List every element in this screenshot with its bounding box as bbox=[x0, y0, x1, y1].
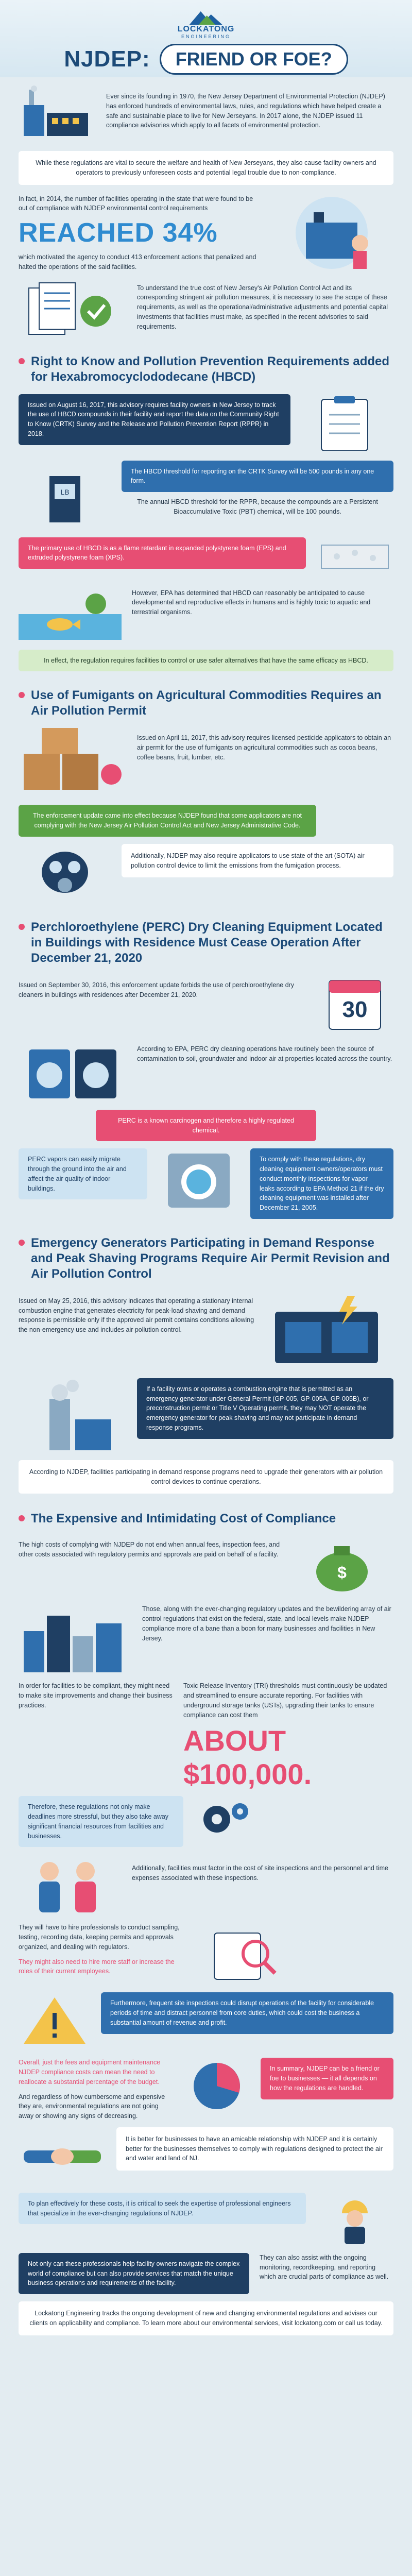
foam-icon bbox=[316, 537, 393, 576]
section-cost bbox=[0, 1511, 412, 2335]
section-hbcd bbox=[0, 354, 412, 672]
header bbox=[0, 0, 412, 77]
perc-paragraph-2: According to EPA, PERC dry cleaning operations have routinely been the source of contamination to soil, groundwater and indoor air at properties located across the country. bbox=[137, 1045, 392, 1062]
intro-paragraph-1: Ever since its founding in 1970, the New Jersey Department of Environmental Protection (NJDEP) has enforced hundreds of environmental laws, rules, and regulations which have helped create a safe and sustainable place to live for New Jerseyans. In 2017 alone, the NJDEP issued 11 compliance advisories which apply to all facets of environmental protection. bbox=[106, 93, 385, 129]
smoke-stack-icon bbox=[19, 1378, 127, 1453]
section-generators bbox=[0, 1235, 412, 1494]
cost-paragraph-16: They can also assist with the ongoing monitoring, recordkeeping, and reporting which are crucial parts of compliance as well. bbox=[260, 2253, 389, 2281]
city-icon bbox=[19, 1600, 132, 1675]
cost-paragraph-9: Furthermore, frequent site inspections could disrupt operations of the facility for considerable periods of time and distract personnel from core duties, which could cost the business a substantial amount of revenue and profit. bbox=[101, 1992, 393, 2033]
cost-paragraph-13: It is better for businesses to have an amicable relationship with NJDEP and it is certainly better for the businesses themselves to comply with regulations designed to protect the air and water and land of NJ. bbox=[116, 2127, 393, 2171]
cost-paragraph-12: In summary, NJDEP can be a friend or foe to businesses — it all depends on how the regulations are handled. bbox=[261, 2058, 393, 2099]
cost-paragraph-15: Not only can these professionals help facility owners navigate the complex world of compliance but can also provide services that match the unique business operations and requirements of the facility. bbox=[19, 2253, 249, 2294]
title-row bbox=[0, 44, 412, 75]
hbcd-paragraph-1: Issued on August 16, 2017, this advisory requires facility owners in New Jersey to track the use of HBCD compounds in their facility and report the data on the Community Right to Know (CRTK) Survey and the Release and Pollution Prevention Report (RPPR) in 2018. bbox=[19, 394, 290, 445]
section-heading-cost: The Expensive and Intimidating Cost of Compliance bbox=[31, 1512, 336, 1526]
title-pill: FRIEND OR FOE? bbox=[160, 44, 348, 75]
engineer-icon bbox=[316, 2193, 393, 2247]
intro-paragraph-5: To understand the true cost of New Jersey's Air Pollution Control Act and its corresponding stringent air pollution measures, it is necessary to see the scope of these requirements, as well as the operational/administrative adjustments and potential capital investments that facilities must make, as specified in the recent advisories to said requirements. bbox=[137, 284, 388, 330]
fish-icon bbox=[19, 583, 122, 642]
cost-paragraph-2: Those, along with the ever-changing regulatory updates and the bewildering array of air control regulations that exist on the federal, state, and local levels make NJDEP compliance more of a bane than a boon for many businesses and facilities in New Jersey. bbox=[142, 1605, 391, 1642]
section-heading-perc: Perchloroethylene (PERC) Dry Cleaning Equipment Located in Buildings with Residence Must Cease Operation After December 21, 2020 bbox=[31, 920, 383, 965]
cost-paragraph-10: Overall, just the fees and equipment maintenance NJDEP compliance costs can mean the need to reallocate a substantial percentage of the budget. bbox=[19, 2059, 161, 2086]
money-bag-icon bbox=[290, 1536, 393, 1595]
cost-amount: ABOUT $100,000. bbox=[183, 1724, 312, 1791]
perc-paragraph-1: Issued on September 30, 2016, this enforcement update forbids the use of perchloroethylene dry cleaners in buildings with residences after December 21, 2020. bbox=[19, 981, 295, 998]
hbcd-paragraph-4: The primary use of HBCD is as a flame retardant in expanded polystyrene foam (EPS) and extruded polystyrene foam (XPS). bbox=[19, 537, 306, 569]
svg-text:LB: LB bbox=[60, 487, 70, 496]
stat-reached-34: REACHED 34% bbox=[19, 218, 218, 248]
generator-icon bbox=[265, 1291, 393, 1371]
cost-paragraph-1: The high costs of complying with NJDEP do not end when annual fees, inspection fees, and other costs associated with regulatory permits and approvals are paid on behalf of a facility. bbox=[19, 1541, 280, 1558]
heading-bullet bbox=[19, 1240, 25, 1246]
gas-mask-icon bbox=[19, 844, 111, 903]
cost-paragraph-8: They might also need to hire more staff or increase the roles of their current employees. bbox=[19, 1958, 175, 1975]
budget-chart-icon bbox=[183, 2058, 250, 2117]
logo-mountain-icon bbox=[190, 9, 222, 25]
generators-paragraph-1: Issued on May 25, 2016, this advisory indicates that operating a stationary internal combustion engine that generates electricity for peak-load shaving and demand response is permissible only if the approved air permit contains conditions allowing the non-emergency use and includes air pollution control. bbox=[19, 1297, 254, 1333]
hbcd-paragraph-5: However, EPA has determined that HBCD can reasonably be anticipated to cause developmental and reproductive effects in humans and is highly toxic to aquatic and terrestrial organisms. bbox=[132, 589, 371, 616]
intro-paragraph-3: In fact, in 2014, the number of facilities operating in the state that were found to be out of compliance with NJDEP environmental control requirements bbox=[19, 195, 253, 212]
logo bbox=[178, 9, 235, 39]
intro-paragraph-4: which motivated the agency to conduct 413 enforcement actions that penalized and halted the operations of the said facilities. bbox=[19, 253, 256, 270]
perc-paragraph-4: PERC vapors can easily migrate through the ground into the air and affect the air quality of indoor buildings. bbox=[19, 1148, 147, 1199]
factory-icon bbox=[19, 84, 96, 144]
section-heading-fumigants: Use of Fumigants on Agricultural Commodities Requires an Air Pollution Permit bbox=[31, 688, 382, 718]
documents-icon bbox=[19, 280, 127, 340]
handshake-icon bbox=[19, 2127, 106, 2187]
fumigants-paragraph-3: Additionally, NJDEP may also require applicators to use state of the art (SOTA) air pollution control device to limit the emissions from the fumigation process. bbox=[122, 844, 393, 878]
heading-bullet bbox=[19, 924, 25, 930]
calendar-icon bbox=[316, 975, 393, 1032]
cost-paragraph-4: Toxic Release Inventory (TRI) thresholds must continuously be updated and streamlined to ensure accurate reporting. For facilities with underground storage tanks (USTs), upgrading their tanks to ensure compliance can cost them bbox=[183, 1682, 387, 1719]
section-fumigants bbox=[0, 688, 412, 903]
crates-icon bbox=[19, 728, 127, 798]
heading-bullet bbox=[19, 1515, 25, 1521]
perc-paragraph-5: To comply with these regulations, dry cleaning equipment owners/operators must conduct monthly inspections for vapor leaks according to EPA Method 21 if the dry cleaning equipment was installed after December 21, 2005. bbox=[250, 1148, 393, 1219]
cost-paragraph-6: Additionally, facilities must factor in the cost of site inspections and the personnel and time expenses associated with these inspections. bbox=[132, 1865, 388, 1882]
people-icon bbox=[19, 1853, 122, 1918]
generators-paragraph-3: According to NJDEP, facilities participating in demand response programs need to upgrade their generators with air pollution control devices to continue operations. bbox=[19, 1460, 393, 1494]
intro-paragraph-2: While these regulations are vital to secure the welfare and health of New Jerseyans, they also cause facility owners and operators to previously unforeseen costs and potential legal trouble due to non-compliance. bbox=[19, 151, 393, 185]
cost-paragraph-3: In order for facilities to be compliant, they might need to make site improvements and change their business practices. bbox=[19, 1682, 173, 1709]
cost-paragraph-14: To plan effectively for these costs, it is critical to seek the expertise of professional engineers that specialize in the ever-changing regulations of NJDEP. bbox=[19, 2193, 306, 2225]
page-title: NJDEP: bbox=[64, 46, 150, 72]
logo-name: LOCKATONG bbox=[177, 25, 235, 33]
logo-sub: ENGINEERING bbox=[181, 34, 231, 39]
cost-paragraph-17: Lockatong Engineering tracks the ongoing development of new and changing environmental regulations and advises our clients on applicability and compliance. To learn more about our environmental services, visit lockatong.com or call us today. bbox=[19, 2301, 393, 2335]
section-heading-generators: Emergency Generators Participating in Demand Response and Peak Shaving Programs Require Air Permit Revision and Air Pollution Control bbox=[31, 1235, 390, 1281]
perc-paragraph-3: PERC is a known carcinogen and therefore a highly regulated chemical. bbox=[96, 1110, 316, 1142]
gears-icon bbox=[194, 1796, 255, 1845]
fumigants-paragraph-1: Issued on April 11, 2017, this advisory requires licensed pesticide applicators to obtain an air permit for the use of fumigants on agricultural commodities such as cocoa beans, coffee beans, fruit, lumber, etc. bbox=[137, 734, 391, 761]
scale-icon bbox=[19, 461, 111, 530]
section-heading-hbcd: Right to Know and Pollution Prevention Requirements added for Hexabromocyclododecane (HBCD) bbox=[31, 354, 390, 384]
cost-paragraph-5: Therefore, these regulations not only make deadlines more stressful, but they also take away significant financial resources from facilities and businesses. bbox=[19, 1796, 183, 1847]
intro-section bbox=[0, 77, 412, 340]
hbcd-paragraph-2: The HBCD threshold for reporting on the CRTK Survey will be 500 pounds in any one form. bbox=[122, 461, 393, 493]
clipboard-icon bbox=[301, 394, 393, 453]
laundry-icon bbox=[19, 1039, 127, 1104]
heading-bullet bbox=[19, 358, 25, 364]
warning-icon bbox=[19, 1992, 91, 2052]
section-perc bbox=[0, 920, 412, 1219]
cost-paragraph-7: They will have to hire professionals to conduct sampling, testing, recording data, keeping permits and approvals organized, and dealing with regulators. bbox=[19, 1924, 180, 1951]
svg-text:$: $ bbox=[337, 1563, 347, 1582]
heading-bullet bbox=[19, 692, 25, 698]
hbcd-paragraph-6: In effect, the regulation requires facilities to control or use safer alternatives that have the same efficacy as HBCD. bbox=[19, 650, 393, 672]
inspector-icon bbox=[270, 194, 393, 274]
dry-cleaner-icon bbox=[158, 1148, 240, 1213]
hbcd-paragraph-3: The annual HBCD threshold for the RPPR, because the compounds are a Persistent Bioaccumulative Toxic (PBT) chemical, will be 100 pounds. bbox=[137, 498, 378, 515]
calendar-day: 30 bbox=[342, 996, 368, 1022]
inspection-icon bbox=[199, 1923, 281, 1987]
cost-paragraph-11: And regardless of how cumbersome and expensive they are, environmental regulations are not going away or showing any signs of decreasing. bbox=[19, 2093, 165, 2120]
generators-paragraph-2: If a facility owns or operates a combustion engine that is permitted as an emergency generator under General Permit (GP-005, GP-005A, GP-005B), or preconstruction permit or Title V Operating permit, they may NOT operate the emergency generator for peak shaving and may not participate in demand response programs. bbox=[137, 1378, 393, 1439]
fumigants-paragraph-2: The enforcement update came into effect because NJDEP found that some applicators are not complying with the New Jersey Air Pollution Control Act and New Jersey Administrative Code. bbox=[19, 805, 316, 837]
